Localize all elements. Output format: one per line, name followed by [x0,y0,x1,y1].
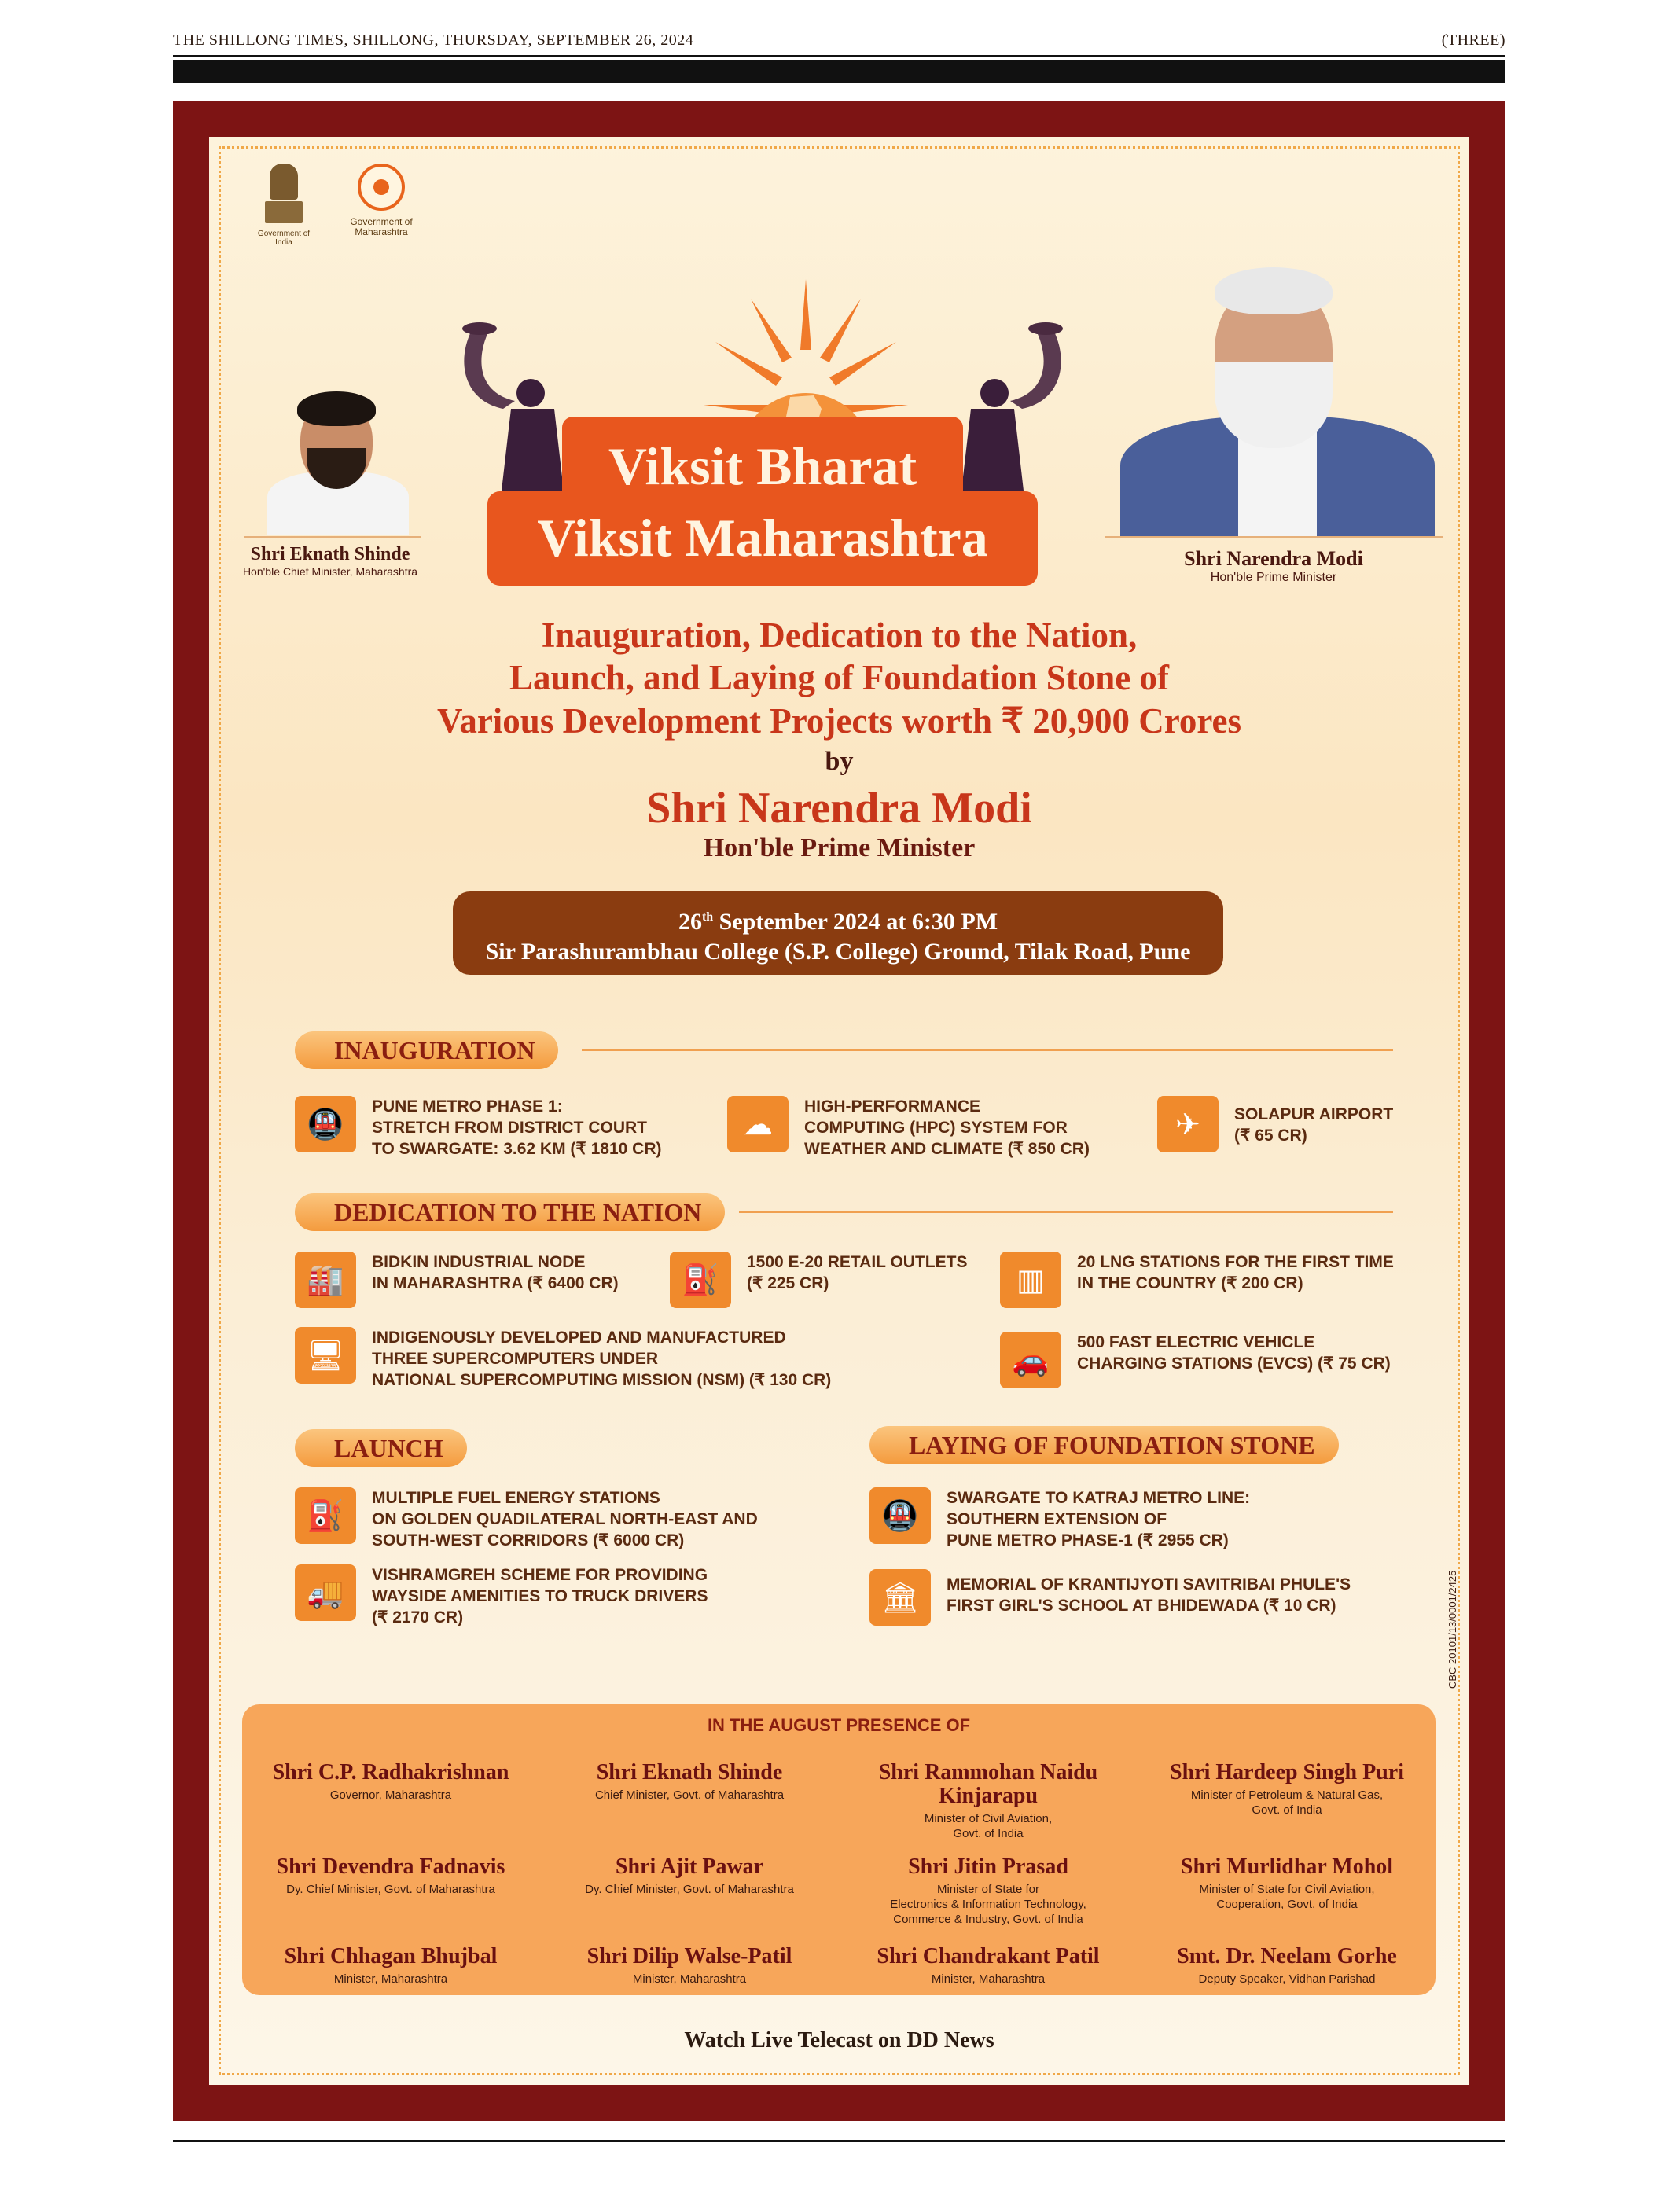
section-dedication-rule [739,1211,1393,1213]
dignitary-role: Minister of State for Civil Aviation, Cooperation, Govt. of India [1199,1883,1375,1911]
item-hpc-system [727,1096,1090,1160]
shinde-role: Hon'ble Chief Minister, Maharashtra [242,565,418,578]
emblem-caption: Government of India [257,230,311,247]
metro-icon: 🚇 [295,1096,356,1152]
item-lng-stations [1000,1252,1394,1308]
dignitary-role: Minister of Civil Aviation, Govt. of India [924,1812,1053,1840]
dignitary [242,1855,539,1897]
item-text: SWARGATE TO KATRAJ METRO LINE: SOUTHERN EXTENSION OF PUNE METRO PHASE-1 (₹ 2955 CR) [947,1489,1251,1549]
item-text: VISHRAMGREH SCHEME FOR PROVIDING WAYSIDE AMENITIES TO TRUCK DRIVERS (₹ 2170 CR) [372,1566,708,1626]
dignitary-name: Shri Dilip Walse-Patil [586,1944,792,1968]
dignitary [840,1855,1137,1927]
modi-underline [1105,536,1443,538]
item-text: BIDKIN INDUSTRIAL NODE IN MAHARASHTRA (₹ 6400 CR) [372,1253,619,1292]
dignitary [242,1761,539,1803]
item-e20-outlets [670,1252,967,1308]
maharashtra-govt-logo [338,164,425,237]
gas-tank-icon: ▥ [1000,1252,1061,1308]
dignitary-role: Minister, Maharashtra [931,1972,1046,1986]
dignitary-role: Minister, Maharashtra [632,1972,747,1986]
live-telecast-note: Watch Live Telecast on DD News [684,2028,994,2053]
section-dedication-title: DEDICATION TO THE NATION [295,1193,725,1231]
headline-pm-name: Shri Narendra Modi [646,784,1032,833]
presence-heading: IN THE AUGUST PRESENCE OF [707,1715,971,1735]
dignitary [541,1945,838,1987]
shinde-label [236,544,425,578]
campaign-line-2: Viksit Maharashtra [537,508,988,568]
national-emblem-logo [248,164,319,247]
state-caption-1: Government of [350,216,413,227]
headline-pm-role: Hon'ble Prime Minister [703,833,976,862]
dignitary-role: Deputy Speaker, Vidhan Parishad [1198,1972,1376,1986]
headline-line-3: Various Development Projects worth ₹ 20,900 Crores [436,701,1242,741]
shinde-name: Shri Eknath Shinde [250,544,410,564]
dignitary-name: Shri Ajit Pawar [615,1854,764,1879]
weather-icon: ☁ [727,1096,789,1152]
dignitary-role: Dy. Chief Minister, Govt. of Maharashtra [585,1883,794,1896]
section-inauguration-rule [582,1049,1393,1051]
section-launch-title: LAUNCH [295,1429,467,1467]
item-text: 500 FAST ELECTRIC VEHICLE CHARGING STATIONS (EVCS) (₹ 75 CR) [1077,1333,1391,1373]
campaign-line-1: Viksit Bharat [608,436,917,496]
maharashtra-seal-icon [358,164,405,211]
campaign-badge [487,417,1038,586]
newspaper-header [173,31,1505,50]
dignitary [840,1761,1137,1841]
state-caption-2: Maharashtra [355,226,408,237]
dignitary-name: Shri Devendra Fadnavis [276,1854,505,1879]
dignitary [840,1945,1137,1987]
item-text: PUNE METRO PHASE 1: STRETCH FROM DISTRICT COURT TO SWARGATE: 3.62 KM (₹ 1810 CR) [372,1097,662,1158]
item-text: SOLAPUR AIRPORT (₹ 65 CR) [1234,1105,1394,1145]
item-text: INDIGENOUSLY DEVELOPED AND MANUFACTURED THREE SUPERCOMPUTERS UNDER NATIONAL SUPERCOMPUTING MISSION (NSM) (₹ 130 CR) [372,1329,832,1389]
dignitary-name: Smt. Dr. Neelam Gorhe [1177,1944,1397,1968]
dignitary-role: Governor, Maharashtra [329,1788,452,1802]
dignitary-role: Chief Minister, Govt. of Maharashtra [594,1788,785,1802]
item-text: 1500 E-20 RETAIL OUTLETS (₹ 225 CR) [747,1253,968,1292]
section-inauguration-title: INAUGURATION [295,1031,558,1069]
header-rule [173,55,1505,57]
memorial-icon: 🏛 [869,1569,931,1626]
event-details [453,891,1223,975]
newspaper-dateline: THE SHILLONG TIMES, SHILLONG, THURSDAY, SEPTEMBER 26, 2024 [173,31,694,49]
item-ev-charging [1000,1332,1391,1388]
event-date-time: September 2024 at 6:30 PM [713,909,998,935]
fuel-station-icon: ⛽ [295,1487,356,1544]
narendra-modi-photo [1105,259,1443,538]
item-text: MULTIPLE FUEL ENERGY STATIONS ON GOLDEN QUADILATERAL NORTH-EAST AND SOUTH-WEST CORRIDORS (₹ 6000 CR) [372,1489,758,1549]
august-presence-panel [242,1704,1436,1995]
dignitary-role: Minister of Petroleum & Natural Gas, Govt. of India [1190,1788,1384,1817]
dignitary [1138,1761,1436,1818]
dignitary-name: Shri Jitin Prasad [908,1854,1068,1879]
dignitary-name: Shri Hardeep Singh Puri [1170,1760,1404,1785]
airplane-icon: ✈ [1157,1096,1219,1152]
modi-label [1148,547,1399,585]
dignitary [1138,1945,1436,1987]
item-vishramgreh [295,1564,708,1628]
ashoka-emblem-icon [265,164,303,226]
cbc-code: CBC 20101/13/0001/2425 [1447,1570,1458,1689]
event-day-suffix: th [701,910,714,924]
dignitary-name: Shri Eknath Shinde [596,1760,783,1785]
dignitary-role: Minister of State for Electronics & Information Technology, Commerce & Industry, Govt. of India [890,1883,1086,1926]
item-text: 20 LNG STATIONS FOR THE FIRST TIME IN THE COUNTRY (₹ 200 CR) [1077,1253,1394,1292]
dignitary [541,1855,838,1897]
item-solapur-airport [1157,1096,1393,1152]
dignitary-name: Shri C.P. Radhakrishnan [272,1760,509,1785]
metro-icon: 🚇 [869,1487,931,1544]
dignitary [541,1761,838,1803]
section-foundation-title: LAYING OF FOUNDATION STONE [869,1426,1339,1464]
shinde-underline [244,536,421,538]
footer-rule [173,2140,1505,2142]
dignitary-name: Shri Chhagan Bhujbal [284,1944,498,1968]
dignitary [242,1945,539,1987]
item-swargate-katraj [869,1487,1250,1551]
event-venue: Sir Parashurambhau College (S.P. College) Ground, Tilak Road, Pune [485,939,1191,965]
modi-role: Hon'ble Prime Minister [1210,571,1337,584]
truck-icon: 🚚 [295,1564,356,1621]
item-text: MEMORIAL OF KRANTIJYOTI SAVITRIBAI PHULE'S FIRST GIRL'S SCHOOL AT BHIDEWADA (₹ 10 CR) [947,1575,1351,1615]
item-fuel-energy-stations [295,1487,758,1551]
item-text: HIGH-PERFORMANCE COMPUTING (HPC) SYSTEM FOR WEATHER AND CLIMATE (₹ 850 CR) [804,1097,1090,1158]
headline-line-2: Launch, and Laying of Foundation Stone of [509,658,1169,697]
fuel-outlet-icon: ⛽ [670,1252,731,1308]
dignitary-role: Dy. Chief Minister, Govt. of Maharashtra [286,1883,495,1896]
factory-icon: 🏭 [295,1252,356,1308]
headline-by: by [825,747,854,776]
eknath-shinde-photo [252,385,425,535]
headline-line-1: Inauguration, Dedication to the Nation, [541,616,1138,655]
header-bar [173,60,1505,83]
supercomputer-icon: 🖥 [295,1327,356,1384]
item-supercomputers [295,1327,831,1391]
dignitary-name: Shri Chandrakant Patil [877,1944,1100,1968]
dignitary-role: Minister, Maharashtra [333,1972,448,1986]
event-day: 26 [678,909,702,935]
dignitary-name: Shri Murlidhar Mohol [1180,1854,1394,1879]
item-bidkin-node [295,1252,619,1308]
dignitary [1138,1855,1436,1912]
ev-charging-icon: 🚗 [1000,1332,1061,1388]
page-number: (THREE) [1441,31,1505,49]
dignitary-name: Shri Rammohan Naidu Kinjarapu [878,1760,1098,1808]
modi-name: Shri Narendra Modi [1184,547,1363,570]
item-phule-memorial [869,1569,1351,1626]
item-pune-metro [295,1096,661,1160]
